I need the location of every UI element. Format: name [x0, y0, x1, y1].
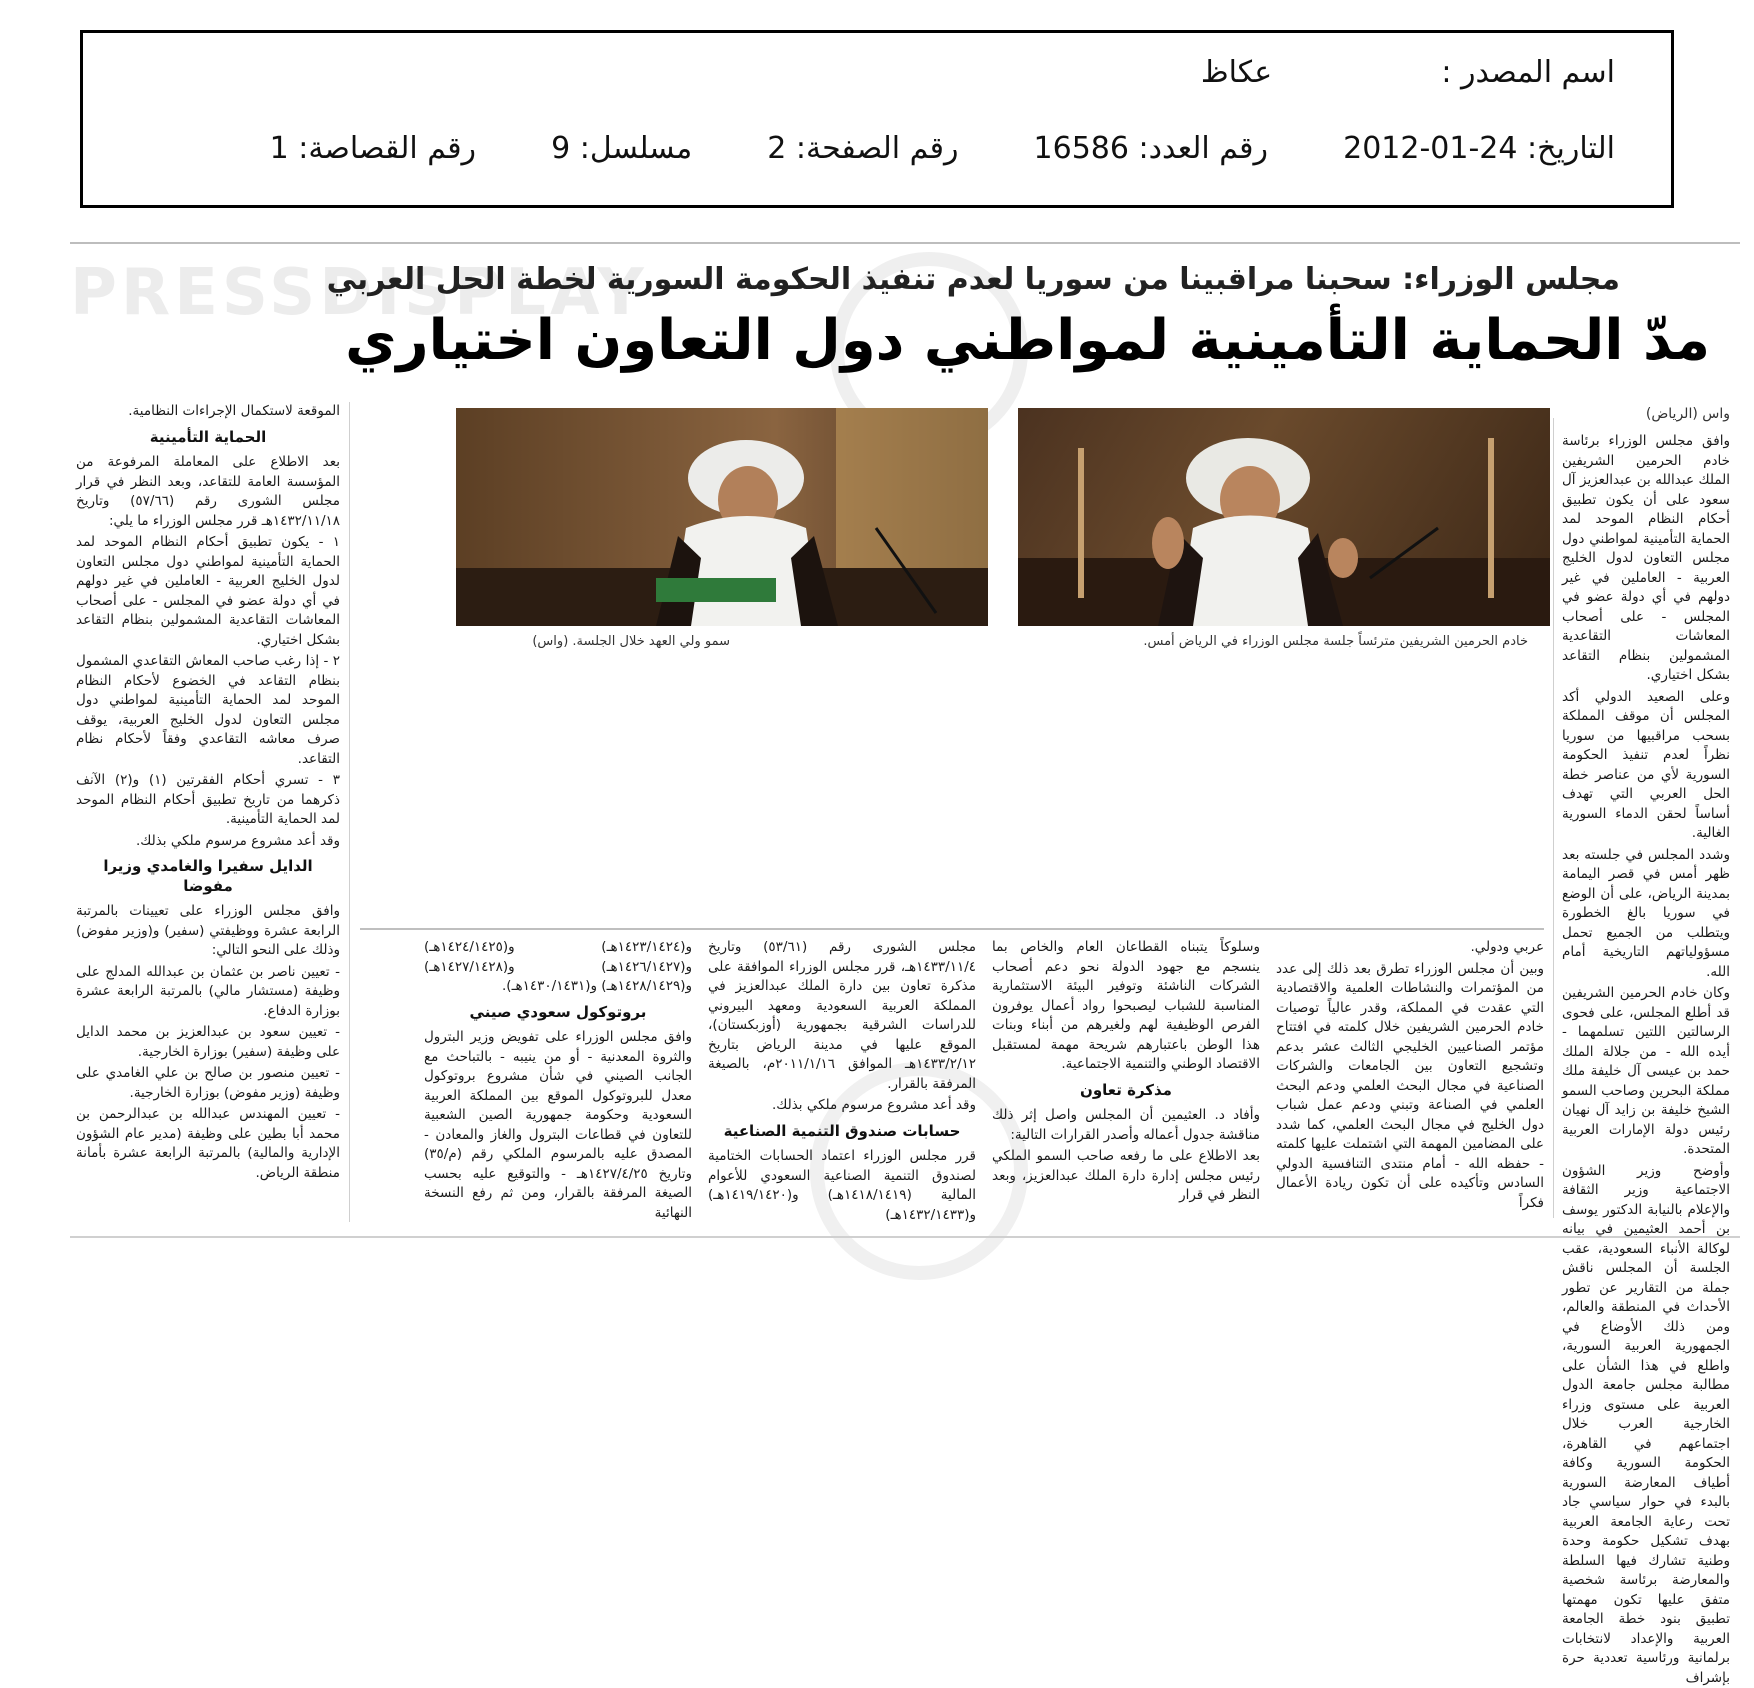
source-value: عكاظ	[1201, 55, 1272, 90]
page-label: رقم الصفحة:	[796, 131, 959, 166]
clip-label: رقم القصاصة:	[298, 131, 476, 166]
paragraph: وأوضح وزير الشؤون الاجتماعية وزير الثقافة والإعلام بالنيابة الدكتور يوسف بن أحمد العثيمين في بيانه لوكالة الأنباء السعودية، عقب الجلسة أن المجلس ناقش جملة من التقارير عن تطور الأحداث في المنطقة والعالم، ومن ذلك الأوضاع في الجمهورية العربية السورية، واطلع في هذا الشأن على مطالبة مجلس جامعة الدول العربية على مستوى وزراء الخارجية العرب خلال اجتماعهم في القاهرة، الحكومة السورية وكافة أطياف المعارضة السورية بالبدء في حوار سياسي جاد تحت رعاية الجامعة العربية بهدف تشكيل حكومة وحدة وطنية تشارك فيها السلطة والمعارضة برئاسة شخصية متفق عليها تكون مهمتها تطبيق بنود خطة الجامعة العربية والإعداد لانتخابات برلمانية ورئاسية تعددية حرة بإشراف	[1562, 1162, 1730, 1688]
photo-king-caption: خادم الحرمين الشريفين مترئساً جلسة مجلس الوزراء في الرياض أمس.	[1143, 634, 1528, 649]
paragraph: - تعيين المهندس عبدالله بن عبدالرحمن بن محمد أبا بطين على وظيفة (مدير عام الشؤون الإدارية والمالية) بالمرتبة الرابعة عشرة بأمانة منطقة الرياض.	[76, 1105, 340, 1183]
column-divider	[349, 402, 350, 1222]
article-headline: مدّ الحماية التأمينية لمواطني دول التعاون اختياري	[345, 308, 1710, 373]
paragraph: وقد أعد مشروع مرسوم ملكي بذلك.	[76, 832, 340, 852]
bottom-rule	[70, 1236, 1740, 1238]
article-column-6	[76, 402, 340, 1232]
section-rule	[360, 928, 1544, 930]
watermark-logo: PRESSDISPLAY	[70, 256, 648, 330]
section-heading: بروتوكول سعودي صيني	[424, 1003, 692, 1023]
source-metadata-box	[80, 30, 1674, 208]
section-heading: الدايل سفيرا والغامدي وزيرا مفوضا	[76, 857, 340, 896]
paragraph: قرر مجلس الوزراء اعتماد الحسابات الختامية لصندوق التنمية الصناعية السعودي للأعوام المالية (١٤١٨/١٤١٩هـ) و(١٤١٩/١٤٢٠هـ) و(١٤٣٢/١٤٣٣هـ)	[708, 1147, 976, 1225]
paragraph: ٣ - تسري أحكام الفقرتين (١) و(٢) الآنف ذكرهما من تاريخ تطبيق أحكام النظام الموحد لمد الحماية التأمينية.	[76, 771, 340, 830]
clip-value: 1	[270, 131, 289, 166]
article-column-2	[1276, 938, 1544, 1228]
source-label: اسم المصدر :	[1441, 55, 1615, 90]
paragraph: - تعيين منصور بن صالح بن علي الغامدي على وظيفة (وزير مفوض) بوزارة الخارجية.	[76, 1064, 340, 1103]
issue-row	[270, 131, 1615, 166]
article-column-3	[992, 938, 1260, 1228]
paragraph: عربي ودولي.	[1276, 938, 1544, 958]
article-column-1	[1562, 432, 1730, 1232]
paragraph: وعلى الصعيد الدولي أكد المجلس أن موقف المملكة بسحب مراقبيها من سوريا نظراً لعدم تنفيذ الحكومة السورية لأي من عناصر خطة الحل العربي التي تهدف أساساً لحقن الدماء السورية الغالية.	[1562, 688, 1730, 844]
newspaper-clipping	[70, 242, 1740, 1238]
issue-value: 16586	[1034, 131, 1129, 166]
section-heading: حسابات صندوق التنمية الصناعية	[708, 1122, 976, 1142]
paragraph: وكان خادم الحرمين الشريفين قد أطلع المجلس، على فحوى الرسالتين اللتين تسلمهما - أيده الله - من جلالة الملك حمد بن عيسى آل خليفة ملك مملكة البحرين وصاحب السمو الشيخ خليفة بن زايد آل نهيان رئيس دولة الإمارات العربية المتحدة.	[1562, 984, 1730, 1160]
paragraph: بعد الاطلاع على ما رفعه صاحب السمو الملكي رئيس مجلس إدارة دارة الملك عبدالعزيز، وبعد النظر في قرار	[992, 1147, 1260, 1206]
paragraph: وافق مجلس الوزراء على تعيينات بالمرتبة الرابعة عشرة ووظيفتي (سفير) و(وزير مفوض) وذلك على النحو التالي:	[76, 902, 340, 961]
paragraph: الموقعة لاستكمال الإجراءات النظامية.	[76, 402, 340, 422]
paragraph: و(١٤٢٣/١٤٢٤هـ) و(١٤٢٤/١٤٢٥هـ) و(١٤٢٦/١٤٢٧هـ) و(١٤٢٧/١٤٢٨هـ) و(١٤٢٨/١٤٢٩هـ) و(١٤٣٠/١٤٣١هـ).	[424, 938, 692, 997]
photo-crown-prince	[456, 408, 988, 626]
photo-king	[1018, 408, 1550, 626]
photo-crown-prince-caption: سمو ولي العهد خلال الجلسة. (واس)	[532, 634, 730, 649]
page-value: 2	[767, 131, 786, 166]
paragraph: ١ - يكون تطبيق أحكام النظام الموحد لمد الحماية التأمينية لمواطني دول مجلس التعاون لدول الخليج العربية - العاملين في غير دولهم في أي دولة عضو في المجلس - على أصحاب المعاشات التقاعدية المشمولين بنظام التقاعد بشكل اختياري.	[76, 533, 340, 650]
paragraph: وافق مجلس الوزراء برئاسة خادم الحرمين الشريفين الملك عبدالله بن عبدالعزيز آل سعود على أن يكون تطبيق أحكام النظام الموحد لمد الحماية التأمينية لمواطني دول مجلس التعاون لدول الخليج العربية - العاملين في غير دولهم في أي دولة عضو في المجلس - على أصحاب المعاشات التقاعدية المشمولين بنظام التقاعد بشكل اختياري.	[1562, 432, 1730, 686]
date-value: 2012-01-24	[1343, 131, 1517, 166]
paragraph: وشدد المجلس في جلسته بعد ظهر أمس في قصر اليمامة بمدينة الرياض، على أن الوضع في سوريا بالغ الخطورة ويتطلب من الجميع تحمل مسؤولياتهم التاريخية أمام الله.	[1562, 846, 1730, 983]
source-row	[1201, 55, 1615, 90]
paragraph: - تعيين سعود بن عبدالعزيز بن محمد الدايل على وظيفة (سفير) بوزارة الخارجية.	[76, 1023, 340, 1062]
section-heading: الحماية التأمينية	[76, 428, 340, 448]
paragraph: بعد الاطلاع على المعاملة المرفوعة من المؤسسة العامة للتقاعد، وبعد النظر في قرار مجلس الشورى رقم (٥٧/٦٦) وتاريخ ١٤٣٢/١١/١٨هـ قرر مجلس الوزراء ما يلي:	[76, 453, 340, 531]
issue-label: رقم العدد:	[1139, 131, 1269, 166]
column-divider	[1553, 418, 1554, 1218]
serial-label: مسلسل:	[580, 131, 692, 166]
article-column-4	[708, 938, 976, 1228]
date-label: التاريخ:	[1527, 131, 1615, 166]
article-kicker: مجلس الوزراء: سحبنا مراقبينا من سوريا لعدم تنفيذ الحكومة السورية لخطة الحل العربي	[327, 262, 1620, 297]
top-rule	[70, 242, 1740, 244]
paragraph: وقد أعد مشروع مرسوم ملكي بذلك.	[708, 1096, 976, 1116]
article-column-5	[424, 938, 692, 1228]
paragraph: وسلوكاً يتبناه القطاعان العام والخاص بما ينسجم مع جهود الدولة نحو دعم أصحاب الشركات الناشئة وتوفير البيئة الاستثمارية المناسبة للشباب ليصبحوا رواد أعمال يوفرون الفرص الوظيفية لهم ولغيرهم من أبناء وبنات هذا الوطن باعتبارهم شريحة مهمة لمستقبل الاقتصاد الوطني والتنمية الاجتماعية.	[992, 938, 1260, 1075]
paragraph: وافق مجلس الوزراء على تفويض وزير البترول والثروة المعدنية - أو من ينيبه - بالتباحث مع الجانب الصيني في شأن مشروع بروتوكول معدل للبروتوكول الموقع بين المملكة العربية السعودية وحكومة جمهورية الصين الشعبية للتعاون في قطاعات البترول والغاز والمعادن - المصدق عليه بالمرسوم الملكي رقم (م/٣٥) وتاريخ ١٤٢٧/٤/٢٥هـ - والتوقيع عليه بحسب الصيغة المرفقة بالقرار، ومن ثم رفع النسخة النهائية	[424, 1028, 692, 1223]
section-heading: مذكرة تعاون	[992, 1081, 1260, 1101]
serial-value: 9	[551, 131, 570, 166]
paragraph: وبين أن مجلس الوزراء تطرق بعد ذلك إلى عدد من المؤتمرات والنشاطات العلمية والاقتصادية التي عقدت في المملكة، وقدر عالياً توصيات خادم الحرمين الشريفين خلال كلمته في افتتاح مؤتمر الصناعيين الخليجي الثالث عشر بدعم وتشجيع التعاون بين الجامعات والشركات الصناعية في مجال البحث العلمي ودعم البحث العلمي في الصناعة وتبني ودعم عمل شباب دول الخليج في مجال البحث العلمي، كما شدد على المضامين المهمة التي اشتملت عليها كلمته - حفظه الله - أمام منتدى التنافسية الدولي السادس وتأكيده على أن تكون ريادة الأعمال فكراً	[1276, 960, 1544, 1214]
paragraph: - تعيين ناصر بن عثمان بن عبدالله المدلج على وظيفة (مستشار مالي) بالمرتبة الرابعة عشرة بوزارة الدفاع.	[76, 963, 340, 1022]
article-byline: واس (الرياض)	[1646, 406, 1730, 422]
paragraph: ٢ - إذا رغب صاحب المعاش التقاعدي المشمول بنظام التقاعد في الخضوع لأحكام النظام الموحد لمد الحماية التأمينية لمواطني دول مجلس التعاون لدول الخليج العربية، يوقف صرف معاشه التقاعدي وفقاً لأحكام نظام التقاعد.	[76, 652, 340, 769]
paragraph: وأفاد د. العثيمين أن المجلس واصل إثر ذلك مناقشة جدول أعماله وأصدر القرارات التالية:	[992, 1106, 1260, 1145]
paragraph: مجلس الشورى رقم (٥٣/٦١) وتاريخ ١٤٣٣/١١/٤هـ، قرر مجلس الوزراء الموافقة على مذكرة تعاون بين دارة الملك عبدالعزيز في المملكة العربية السعودية ومعهد البيروني للدراسات الشرقية بجمهورية (أوزبكستان)، الموقع عليها في مدينة الرياض بتاريخ ١٤٣٣/٢/١٢هـ الموافق ٢٠١١/١/١٦م، بالصيغة المرفقة بالقرار.	[708, 938, 976, 1094]
